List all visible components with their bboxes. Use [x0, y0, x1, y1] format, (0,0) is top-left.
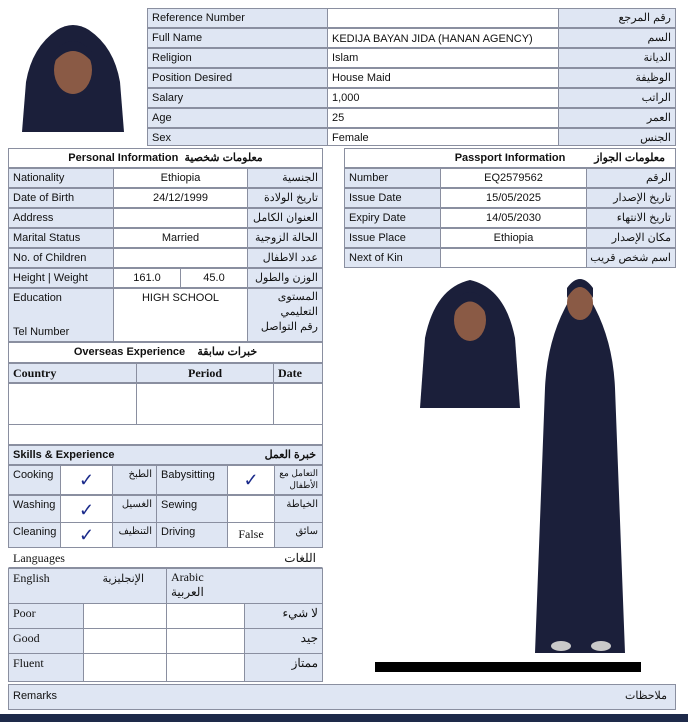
washing-label-ar: الغسيل [112, 495, 157, 523]
full-name-value: KEDIJA BAYAN JIDA (HANAN AGENCY) [327, 28, 559, 48]
full-name-label-ar: السم [558, 28, 676, 48]
salary-value: 1,000 [327, 88, 559, 108]
babysitting-label: Babysitting [156, 465, 228, 495]
passport-number-label: Number [344, 168, 441, 188]
driving-label: Driving [156, 522, 228, 548]
col-date: Date [273, 363, 323, 383]
issue-place-value: Ethiopia [440, 228, 587, 248]
cooking-check: ✓ [60, 465, 113, 495]
dob-label-ar: تاريخ الولادة [247, 188, 323, 208]
sewing-label-ar: الخياطة [274, 495, 323, 523]
overseas-country-cell [8, 383, 137, 425]
sewing-value [227, 495, 275, 523]
expiry-date-label-ar: تاريخ الانتهاء [586, 208, 676, 228]
fluent-label-ar: ممتاز [244, 653, 323, 682]
issue-date-label-ar: تاريخ الإصدار [586, 188, 676, 208]
marital-value: Married [113, 228, 248, 248]
full-body-figures [375, 268, 641, 672]
religion-label: Religion [147, 48, 328, 68]
overseas-empty-row [8, 424, 323, 445]
english-label: English الإنجليزية [8, 568, 167, 604]
issue-date-value: 15/05/2025 [440, 188, 587, 208]
height-weight-label: Height | Weight [8, 268, 114, 288]
sex-label: Sex [147, 128, 328, 146]
passport-number-label-ar: الرقم [586, 168, 676, 188]
salary-label: Salary [147, 88, 328, 108]
sex-value: Female [327, 128, 559, 146]
issue-date-label: Issue Date [344, 188, 441, 208]
height-weight-label-ar: الوزن والطول [247, 268, 323, 288]
issue-place-label-ar: مكان الإصدار [586, 228, 676, 248]
arabic-label: Arabic العربية [166, 568, 323, 604]
reference-number-label: Reference Number [147, 8, 328, 28]
poor-label: Poor [8, 603, 84, 629]
religion-label-ar: الديانة [558, 48, 676, 68]
height-value: 161.0 [113, 268, 181, 288]
weight-value: 45.0 [180, 268, 248, 288]
half-body-figure [420, 280, 520, 408]
position-label-ar: الوظيفة [558, 68, 676, 88]
address-label: Address [8, 208, 114, 228]
skills-header: Skills & Experience خبرة العمل [8, 445, 323, 465]
cooking-label-ar: الطبخ [112, 465, 157, 495]
babysitting-check: ✓ [227, 465, 275, 495]
full-name-label: Full Name [147, 28, 328, 48]
poor-english [83, 603, 167, 629]
marital-label: Marital Status [8, 228, 114, 248]
education-label-ar: المستوى التعليمي [277, 291, 318, 318]
age-value: 25 [327, 108, 559, 128]
expiry-date-label: Expiry Date [344, 208, 441, 228]
education-tel-label [8, 288, 114, 342]
poor-arabic [166, 603, 245, 629]
age-label: Age [147, 108, 328, 128]
sex-label-ar: الجنس [558, 128, 676, 146]
next-of-kin-value [440, 248, 587, 268]
nationality-label-ar: الجنسية [247, 168, 323, 188]
personal-info-header: Personal Information معلومات شخصية [8, 148, 323, 168]
age-label-ar: العمر [558, 108, 676, 128]
position-value: House Maid [327, 68, 559, 88]
overseas-header: Overseas Experience خبرات سابقة [8, 342, 323, 363]
cleaning-check: ✓ [60, 522, 113, 548]
portrait-figure [12, 12, 134, 132]
remarks-label: Remarks [13, 690, 58, 702]
washing-label: Washing [8, 495, 61, 523]
passport-info-header: Passport Information معلومات الجواز [344, 148, 676, 168]
children-value [113, 248, 248, 268]
cleaning-label: Cleaning [8, 522, 61, 548]
col-country: Country [8, 363, 137, 383]
nationality-value: Ethiopia [113, 168, 248, 188]
full-body-photo [375, 268, 641, 672]
tel-label: Tel Number [13, 326, 70, 338]
overseas-date-cell [273, 383, 323, 425]
overseas-period-cell [136, 383, 274, 425]
driving-value: False [227, 522, 275, 548]
photo-bottom-bar [375, 662, 641, 672]
poor-label-ar: لا شيء [244, 603, 323, 629]
passport-number-value: EQ2579562 [440, 168, 587, 188]
next-of-kin-label-ar: اسم شخص قريب [586, 248, 676, 268]
washing-check: ✓ [60, 495, 113, 523]
education-tel-label-ar [247, 288, 323, 342]
next-of-kin-label: Next of Kin [344, 248, 441, 268]
cleaning-label-ar: التنظيف [112, 522, 157, 548]
good-arabic [166, 628, 245, 654]
salary-label-ar: الراتب [558, 88, 676, 108]
dob-label: Date of Birth [8, 188, 114, 208]
address-label-ar: العنوان الكامل [247, 208, 323, 228]
remarks-row [8, 684, 676, 710]
cooking-label: Cooking [8, 465, 61, 495]
position-label: Position Desired [147, 68, 328, 88]
fluent-english [83, 653, 167, 682]
children-label: No. of Children [8, 248, 114, 268]
education-value: HIGH SCHOOL [113, 288, 248, 342]
marital-label-ar: الحالة الزوجية [247, 228, 323, 248]
fluent-label: Fluent [8, 653, 84, 682]
fluent-arabic [166, 653, 245, 682]
bottom-border [0, 714, 688, 722]
children-label-ar: عدد الاطفال [247, 248, 323, 268]
religion-value: Islam [327, 48, 559, 68]
driving-label-ar: سائق [274, 522, 323, 548]
issue-place-label: Issue Place [344, 228, 441, 248]
col-period: Period [136, 363, 274, 383]
babysitting-label-ar: التعامل مع الأطفال [274, 465, 323, 495]
portrait-photo [12, 12, 134, 132]
good-label: Good [8, 628, 84, 654]
good-english [83, 628, 167, 654]
languages-header: Languages اللغات [8, 548, 323, 568]
tel-label-ar: رقم التواصل [260, 321, 318, 333]
remarks-label-ar: ملاحظات [625, 690, 667, 702]
standing-figure [535, 279, 625, 653]
expiry-date-value: 14/05/2030 [440, 208, 587, 228]
good-label-ar: جيد [244, 628, 323, 654]
dob-value: 24/12/1999 [113, 188, 248, 208]
sewing-label: Sewing [156, 495, 228, 523]
reference-number-value [327, 8, 559, 28]
nationality-label: Nationality [8, 168, 114, 188]
reference-number-label-ar: رقم المرجع [558, 8, 676, 28]
address-value [113, 208, 248, 228]
education-label: Education [13, 292, 62, 304]
